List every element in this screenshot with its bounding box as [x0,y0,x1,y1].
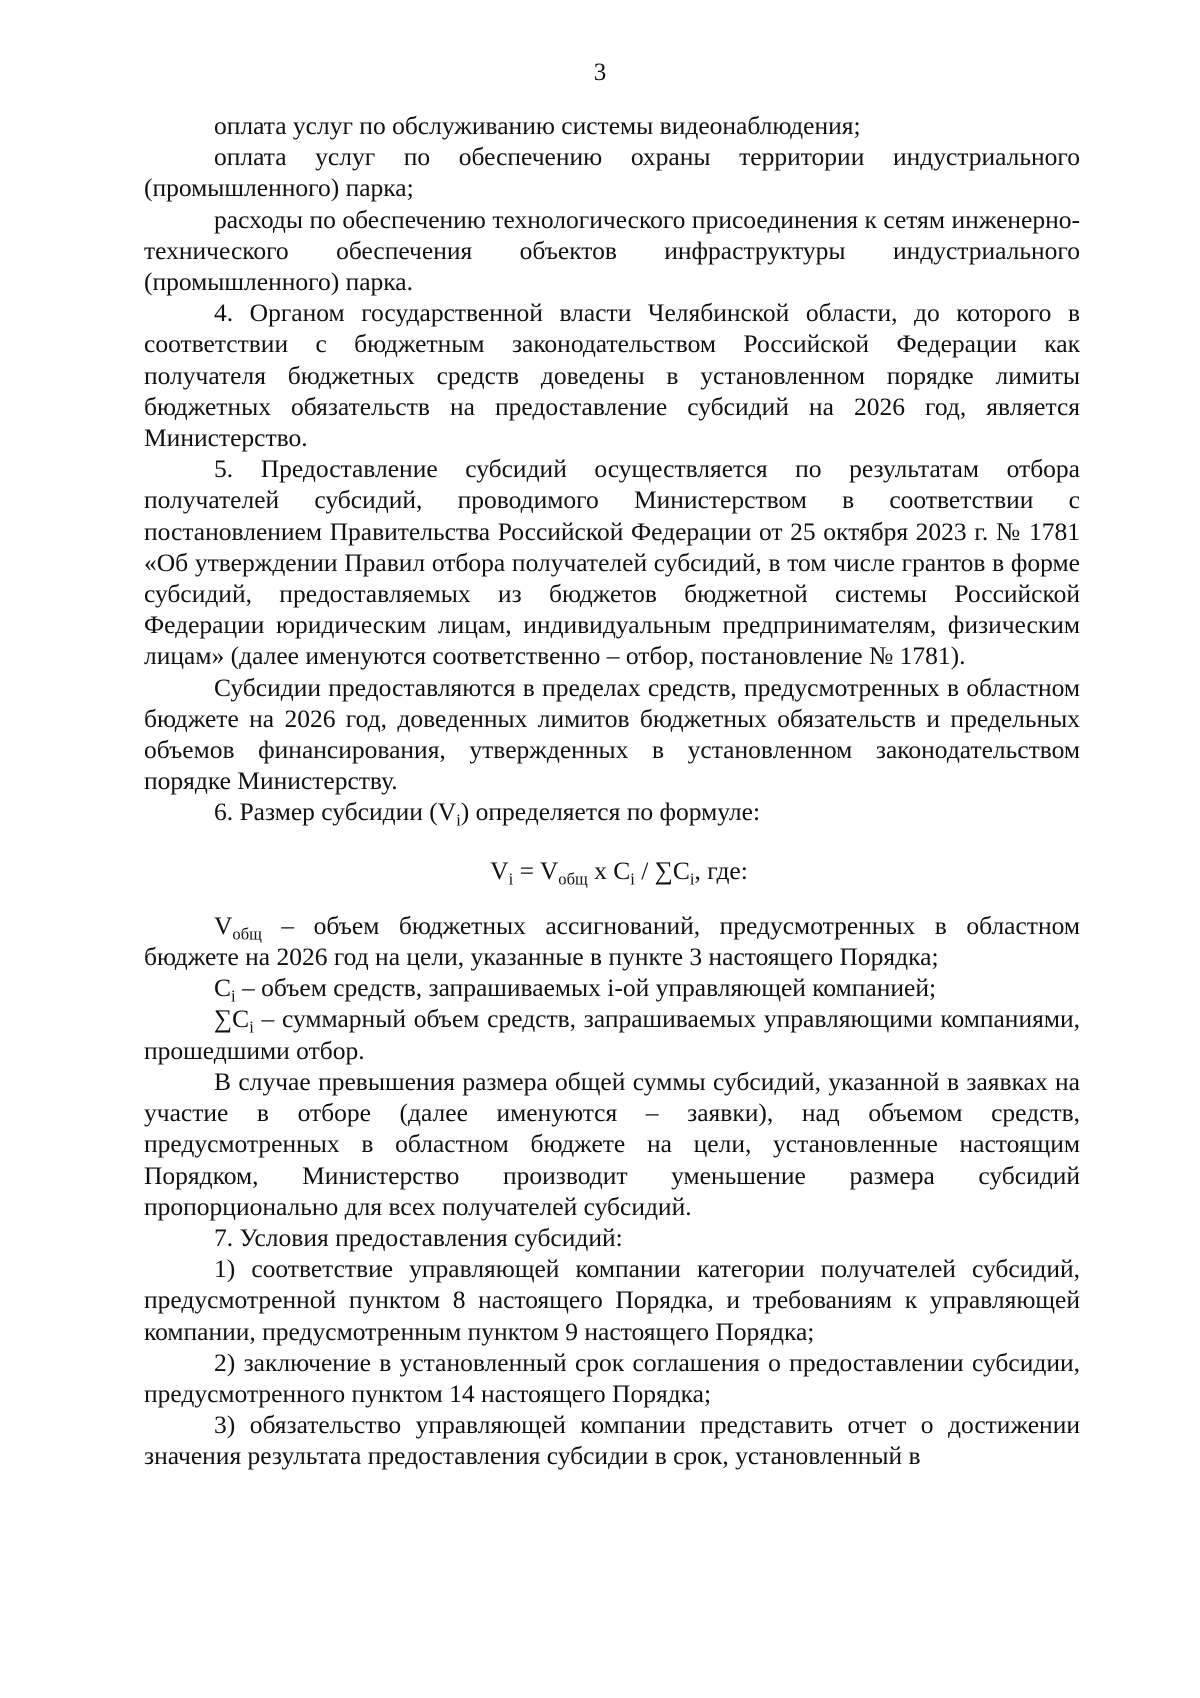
definition-v-total: $V_{общ}$ – объем бюджетных ассигнований, предусмотренных в областном бюджете на 2026 год на цели, указанные в пункте 3 настоящего Порядка; [144,910,1080,972]
paragraph-excess-reduction: В случае превышения размера общей суммы субсидий, указанной в заявках на участие в отборе (далее именуются – заявки), над объемом средств, предусмотренных в областном бюджете на цели, установленные настоящим Порядком, Министерство производит уменьшение размера субсидий пропорционально для всех получателей субсидий. [144,1066,1080,1221]
page-number: 3 [593,59,607,86]
condition-3: 3) обязательство управляющей компании представить отчет о достижении значения результата предоставления субсидии в срок, установленный в [144,1410,1080,1471]
paragraph-subsidy-limits: Субсидии предоставляются в пределах средств, предусмотренных в областном бюджете на 2026 год, доведенных лимитов бюджетных обязательств и предельных объемов финансирования, утвержденных в установленном законодательством порядке Министерству. [144,672,1080,796]
paragraph-security-services: оплата услуг по обеспечению охраны территории индустриального (промышленного) парка; [144,142,1080,203]
paragraph-video-surveillance: оплата услуг по обслуживанию системы видеонаблюдения; [214,111,861,140]
paragraph-7-conditions: 7. Условия предоставления субсидий: [214,1222,623,1252]
paragraph-4-authority: 4. Органом государственной власти Челябинской области, до которого в соответствии с бюджетным законодательством Российской Федерации как получателя бюджетных средств доведены в установленном порядке лимиты бюджетных обязательств на предоставление субсидий на 2026 год, является Министерство. [144,298,1080,453]
definition-c-i: $C_i$ – объем средств, запрашиваемых i-ой управляющей компанией; [214,973,937,1006]
paragraph-5-selection: 5. Предоставление субсидий осуществляется по результатам отбора получателей субсидий, проводимого Министерством в соответствии с постановлением Правительства Российской Федерации от 25 октября 2023 г. № 1781 «Об утверждении Правил отбора получателей субсидий, в том числе грантов в форме субсидий, предоставляемых из бюджетов бюджетной системы Российской Федерации юридическим лицам, индивидуальным предпринимателям, физическим лицам» (далее именуются соответственно – отбор, постановление № 1781). [144,454,1080,671]
definition-sum-c-i: $\sum C_i$ – суммарный объем средств, запрашиваемых управляющими компаниями, прошедшими отбор. [144,1004,1080,1065]
condition-2: 2) заключение в установленный срок соглашения о предоставлении субсидии, предусмотренного пунктом 14 настоящего Порядка; [144,1347,1080,1408]
paragraph-tech-connection: расходы по обеспечению технологического присоединения к сетям инженерно-технического обеспечения объектов инфраструктуры индустриального (промышленного) парка. [144,204,1080,297]
subsidy-formula: $V_i = V_{общ}$ x $C_i / \sum C_i$, где: [490,855,748,888]
document-body [144,110,1080,1472]
condition-1: 1) соответствие управляющей компании категории получателей субсидий, предусмотренной пунктом 8 настоящего Порядка, и требованиям к управляющей компании, предусмотренным пунктом 9 настоящего Порядка; [144,1254,1080,1346]
paragraph-6-size: 6. Размер субсидии $(V_i)$ определяется по формуле: [214,797,761,830]
